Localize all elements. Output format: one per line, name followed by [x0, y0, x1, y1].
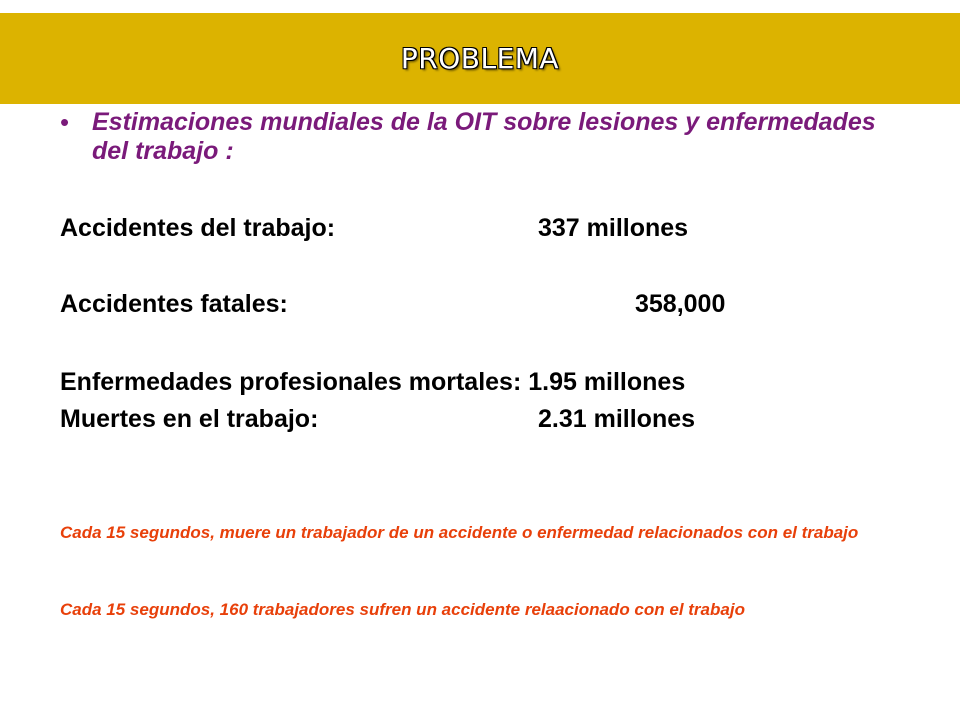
stat-accidentes-fatales	[60, 290, 726, 319]
stat-label: Accidentes del trabajo:	[60, 214, 336, 242]
stat-value: 358,000	[635, 290, 726, 318]
stat-value: 2.31 millones	[538, 405, 696, 433]
stat-label: Enfermedades profesionales mortales: 1.95 millones	[60, 368, 686, 396]
stat-enfermedades-profesionales	[60, 368, 685, 397]
bullet-text: Estimaciones mundiales de la OIT sobre lesiones y enfermedades del trabajo :	[92, 108, 876, 165]
bullet-icon: •	[60, 107, 70, 137]
stat-accidentes-trabajo	[60, 214, 689, 243]
slide-title: PROBLEMA	[400, 42, 560, 75]
stat-label: Muertes en el trabajo:	[60, 405, 319, 433]
stat-label: Accidentes fatales:	[60, 290, 288, 318]
note-text: Cada 15 segundos, 160 trabajadores sufren un accidente relaacionado con el trabajo	[60, 600, 745, 619]
note-text: Cada 15 segundos, muere un trabajador de un accidente o enfermedad relacionados con el trabajo	[60, 523, 859, 542]
stat-value: 337 millones	[538, 214, 689, 242]
stat-muertes-trabajo	[60, 405, 696, 434]
